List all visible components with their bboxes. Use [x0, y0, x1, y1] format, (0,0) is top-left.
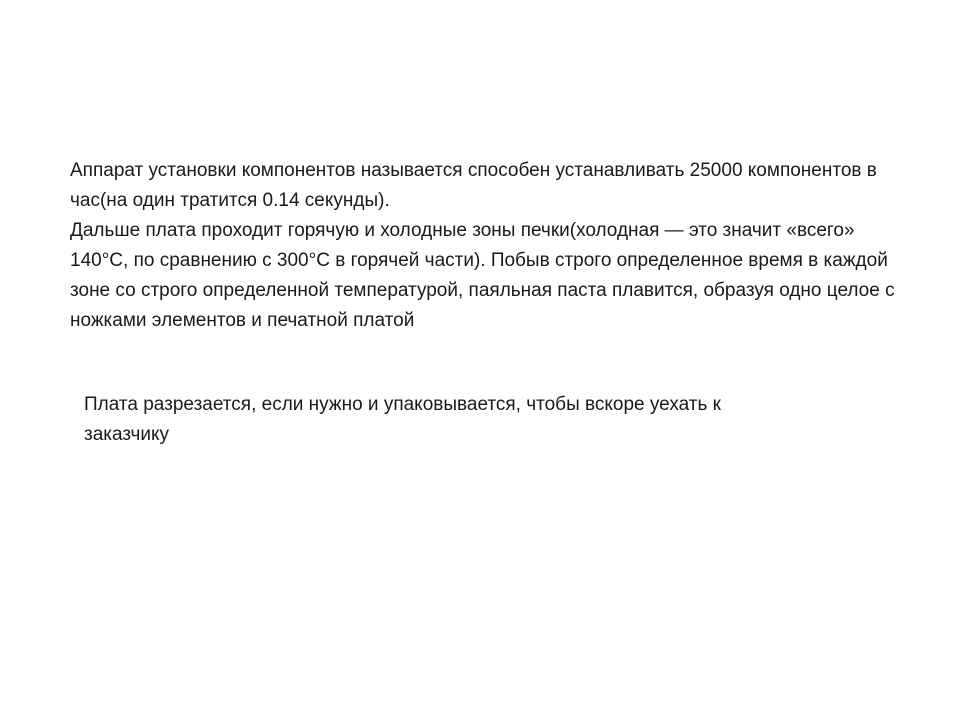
paragraph-oven-zones: Дальше плата проходит горячую и холодные зоны печки(холодная — это значит «всего» 140°С, по сравнению с 300°С в горячей части). Побыв строго определенное время в каждой зоне со строго определенной температурой, паяльная паста плавится, образуя одно целое с ножками элементов и печатной платой: [70, 220, 895, 331]
main-text-block: [70, 156, 910, 336]
secondary-text-block: [84, 390, 784, 450]
paragraph-component-placement: Аппарат установки компонентов называется способен устанавливать 25000 компонентов в час(на один тратится 0.14 секунды).: [70, 160, 877, 211]
paragraph-board-cutting: Плата разрезается, если нужно и упаковывается, чтобы вскоре уехать к заказчику: [84, 394, 721, 445]
